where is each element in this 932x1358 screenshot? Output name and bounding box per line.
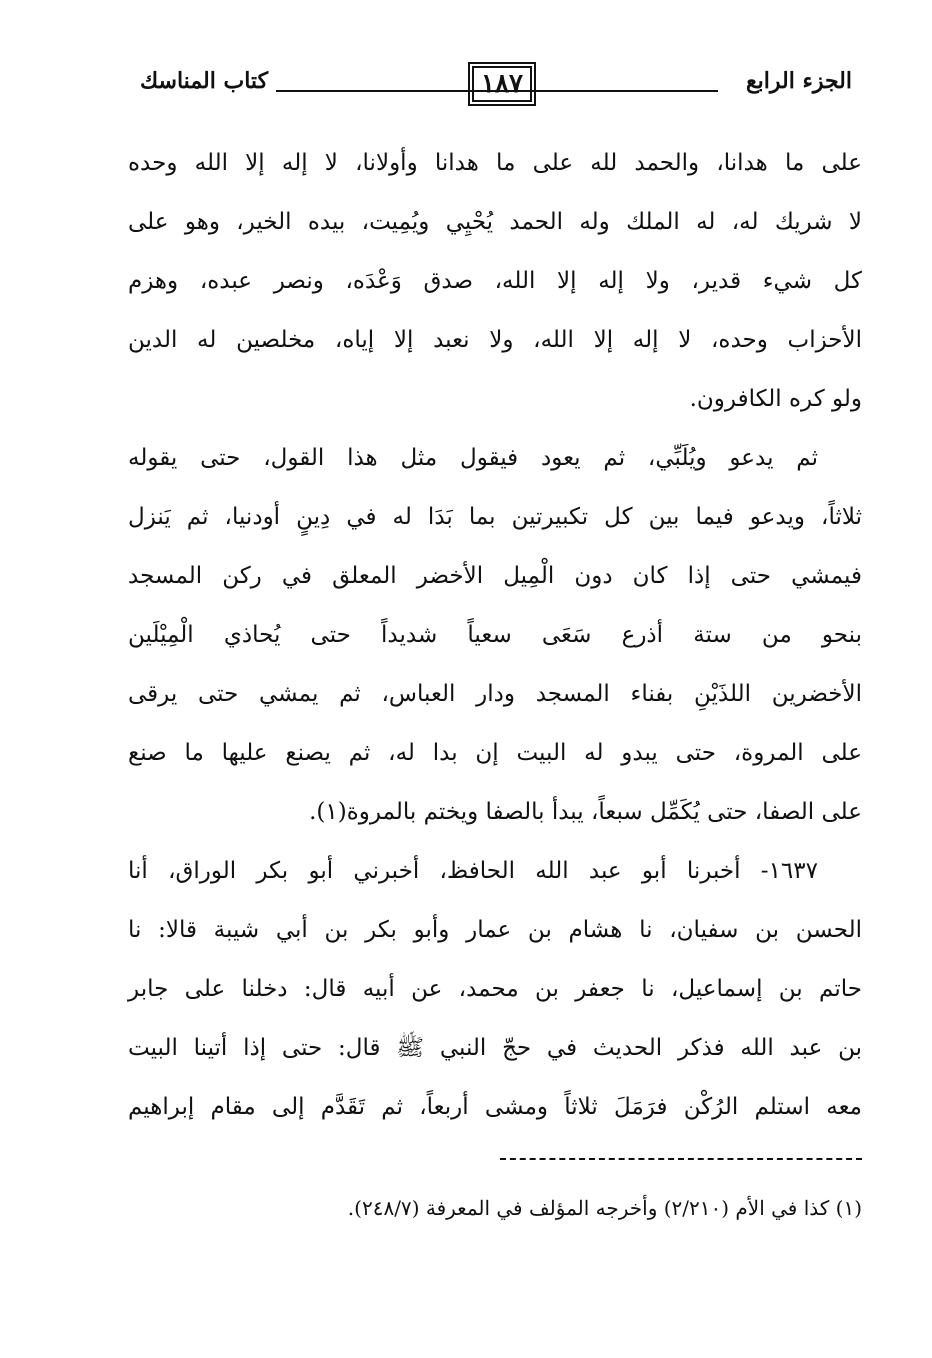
- text-line: حاتم بن إسماعيل، نا جعفر بن محمد، عن أبيه قال: دخلنا على جابر: [128, 976, 862, 1002]
- text-line: ثم يدعو ويُلَبِّي، ثم يعود فيقول مثل هذا القول، حتى يقوله: [128, 445, 818, 471]
- text-line: ولو كره الكافرون.: [689, 386, 862, 412]
- text-line: كل شيء قدير، ولا إله إلا الله، صدق وَعْدَه، ونصر عبده، وهزم: [128, 268, 862, 294]
- text-line: الحسن بن سفيان، نا هشام بن عمار وأبو بكر بن أبي شيبة قالا: نا: [128, 917, 862, 943]
- text-line: معه استلم الرُكْن فرَمَلَ ثلاثاً ومشى أربعاً، ثم تَقَدَّم إلى مقام إبراهيم: [128, 1094, 862, 1120]
- text-line: على ما هدانا، والحمد لله على ما هدانا وأولانا، لا إله إلا الله وحده: [128, 150, 862, 176]
- text-line: ١٦٣٧- أخبرنا أبو عبد الله الحافظ، أخبرني أبو بكر الوراق، أنا: [128, 858, 818, 884]
- paragraph-2: [128, 429, 862, 842]
- header-rule-left: [276, 90, 606, 92]
- page-number: ١٨٧: [468, 62, 536, 106]
- footnote: (١) كذا في الأم (٢/٢١٠) وأخرجه المؤلف في المعرفة (٢٤٨/٧).: [347, 1196, 862, 1220]
- text-line: فيمشي حتى إذا كان دون الْمِيل الأخضر المعلق في ركن المسجد: [128, 563, 862, 589]
- paragraph-3: [128, 842, 862, 1137]
- footnote-separator: [500, 1158, 862, 1160]
- text-line: بنحو من ستة أذرع سَعَى سعياً شديداً حتى يُحاذي الْمِيْلَين: [128, 622, 862, 648]
- paragraph-1: [128, 134, 862, 429]
- text-line: على المروة، حتى يبدو له البيت إن بدا له، ثم يصنع عليها ما صنع: [128, 740, 863, 766]
- text-line: على الصفا، حتى يُكَمِّل سبعاً، يبدأ بالصفا ويختم بالمروة(١).: [309, 799, 862, 825]
- text-line: بن عبد الله فذكر الحديث في حجّ النبي ﷺ قال: حتى إذا أتينا البيت: [128, 1035, 862, 1061]
- text-line: الأخضرين اللذَيْنِ بفناء المسجد ودار العباس، ثم يمشي حتى يرقى: [128, 681, 862, 707]
- text-line: لا شريك له، له الملك وله الحمد يُحْيِي ويُمِيت، بيده الخير، وهو على: [128, 209, 862, 235]
- text-line: ثلاثاً، ويدعو فيما بين كل تكبيرتين بما بَدَا له في دِينٍ أودنيا، ثم يَنزل: [128, 504, 862, 530]
- volume-title: الجزء الرابع: [745, 68, 852, 94]
- book-title: كتاب المناسك: [140, 68, 269, 94]
- text-line: الأحزاب وحده، لا إله إلا الله، ولا نعبد إلا إياه، مخلصين له الدين: [128, 327, 862, 353]
- running-header: [140, 60, 852, 116]
- main-text: [128, 134, 862, 1137]
